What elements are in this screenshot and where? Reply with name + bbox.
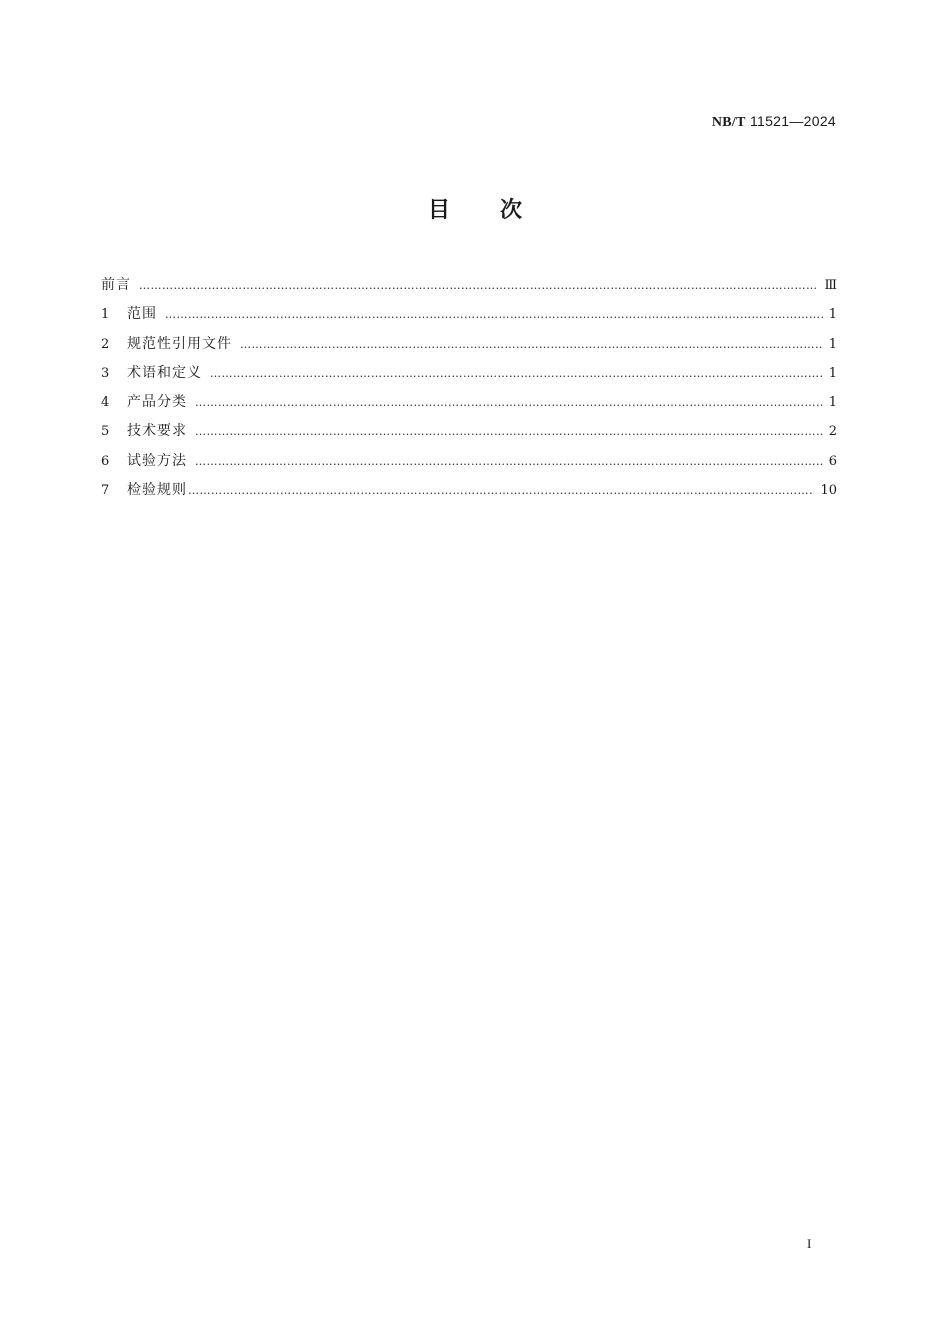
toc-leader-dots: [188, 484, 814, 497]
toc-leader-dots: [139, 279, 818, 292]
toc-entry-page: 1: [828, 365, 837, 381]
toc-entry-7[interactable]: [101, 479, 837, 508]
toc-entry-1[interactable]: [101, 303, 837, 332]
table-of-contents: [101, 274, 837, 508]
toc-entry-page: 2: [828, 424, 837, 440]
toc-entry-page: Ⅲ: [824, 278, 837, 293]
toc-leader-dots: [195, 455, 823, 468]
toc-leader-dots: [165, 308, 823, 321]
toc-entry-number: 2: [101, 336, 110, 352]
toc-entry-text: 产品分类: [127, 394, 187, 411]
toc-entry-page: 10: [820, 483, 837, 499]
toc-entry-number: 4: [101, 395, 110, 411]
page-number: I: [807, 1236, 812, 1251]
toc-entry-number: 7: [101, 483, 110, 499]
toc-entry-foreword[interactable]: [101, 274, 837, 303]
toc-entry-number: 6: [101, 453, 110, 469]
toc-entry-text: 试验方法: [127, 452, 187, 469]
toc-entry-5[interactable]: [101, 420, 837, 449]
toc-entry-3[interactable]: [101, 362, 837, 391]
toc-entry-page: 1: [828, 307, 837, 323]
toc-leader-dots: [210, 367, 823, 380]
toc-entry-page: 1: [828, 395, 837, 411]
toc-entry-4[interactable]: [101, 391, 837, 420]
toc-leader-dots: [195, 396, 823, 409]
page-title: 目次: [427, 198, 572, 223]
toc-entry-number: 5: [101, 424, 110, 440]
toc-entry-6[interactable]: [101, 450, 837, 479]
toc-entry-text: 范围: [127, 306, 157, 323]
toc-entry-text: 前言: [101, 277, 131, 293]
toc-entry-2[interactable]: [101, 333, 837, 362]
standard-prefix: NB/T: [711, 115, 746, 130]
standard-code: [712, 113, 836, 131]
toc-entry-number: 1: [101, 307, 110, 323]
toc-leader-dots: [195, 425, 823, 438]
toc-entry-page: 1: [828, 336, 837, 352]
toc-leader-dots: [240, 338, 823, 351]
toc-entry-text: 规范性引用文件: [127, 335, 232, 352]
toc-entry-text: 术语和定义: [127, 364, 202, 381]
toc-entry-text: 检验规则: [127, 482, 187, 499]
toc-entry-text: 技术要求: [127, 423, 187, 440]
toc-entry-page: 6: [828, 453, 837, 469]
toc-entry-number: 3: [101, 365, 110, 381]
standard-number: 11521—2024: [749, 113, 836, 129]
